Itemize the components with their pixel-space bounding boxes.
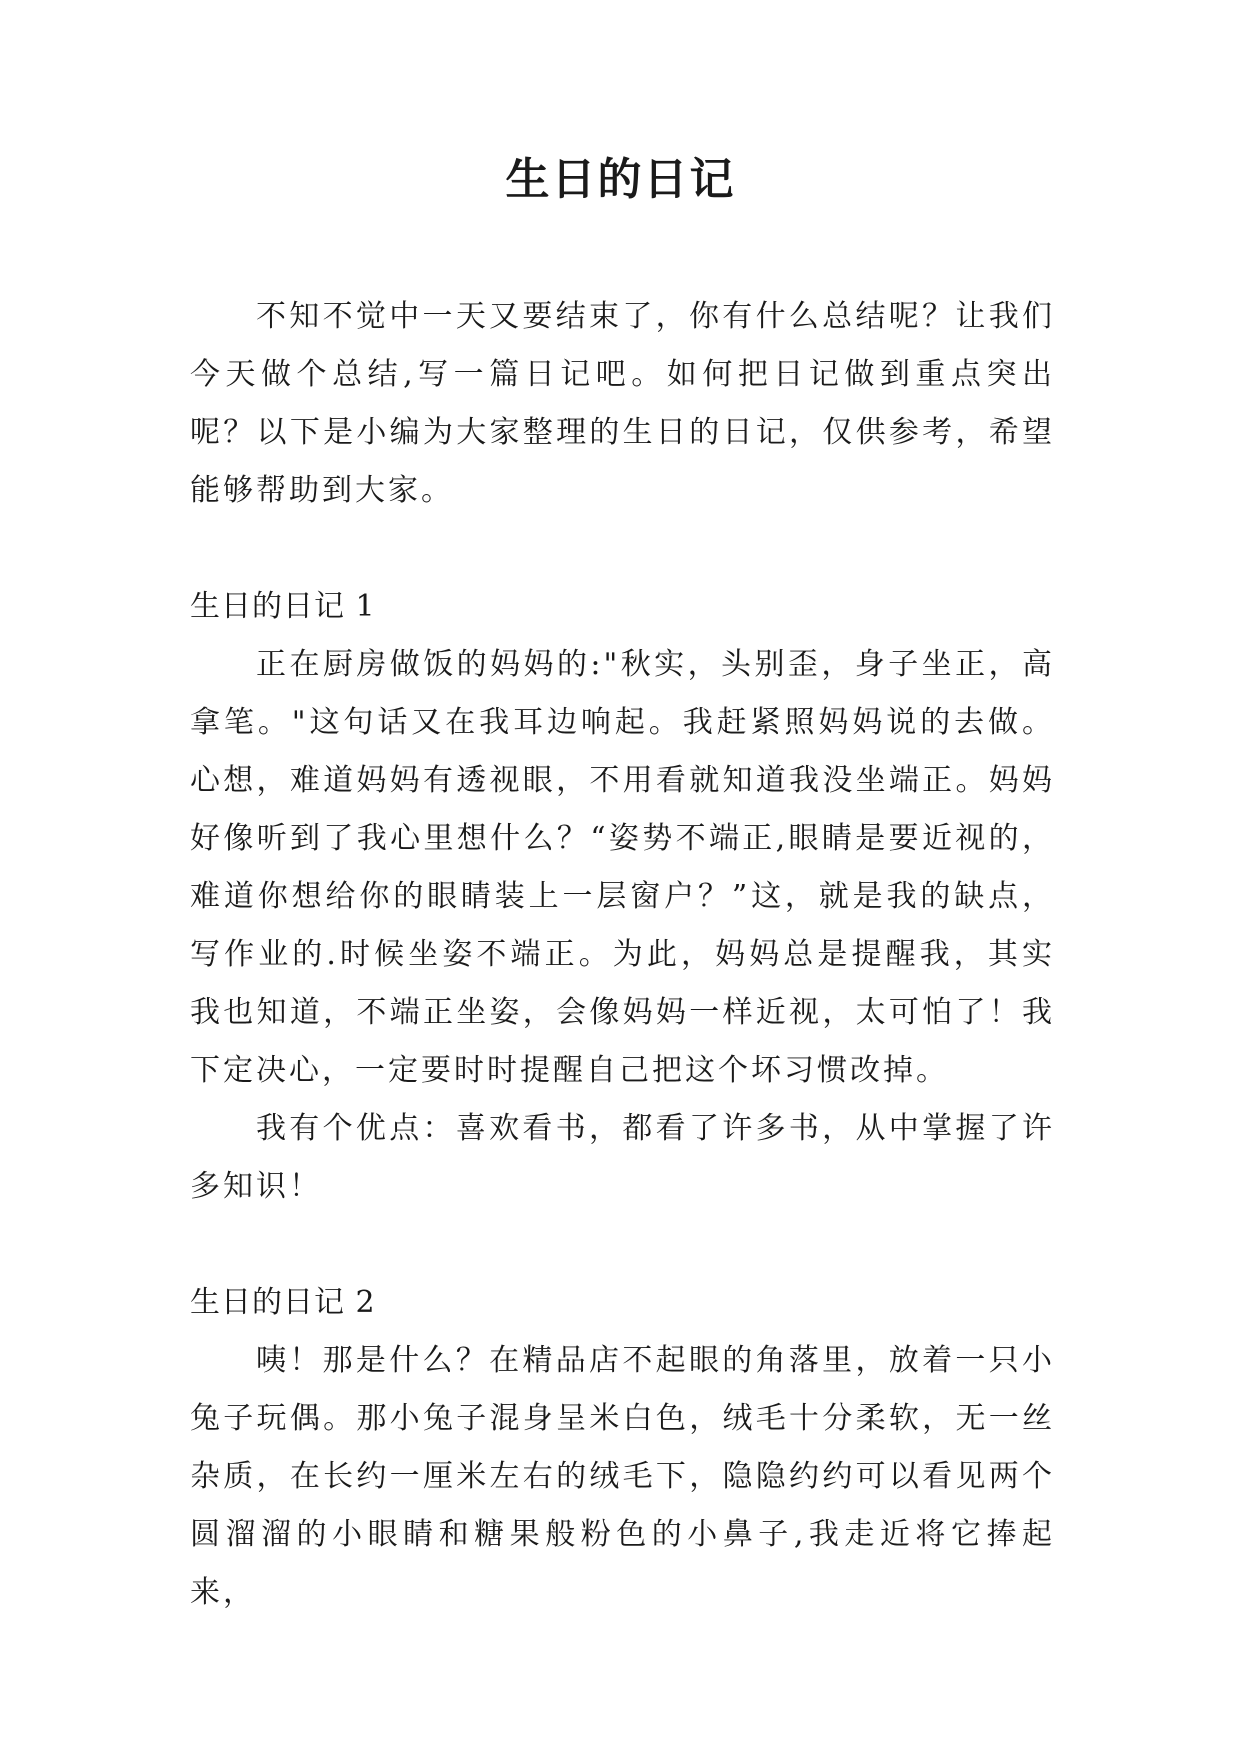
diary-section-1 bbox=[190, 578, 1055, 1216]
document-title: 生日的日记 bbox=[505, 154, 736, 205]
section-spacer bbox=[190, 1216, 1055, 1274]
section-spacer bbox=[190, 520, 1055, 578]
section-paragraph: 我有个优点：喜欢看书，都看了许多书，从中掌握了许多知识！ bbox=[190, 1111, 1055, 1204]
intro-paragraph: 不知不觉中一天又要结束了，你有什么总结呢？让我们今天做个总结,写一篇日记吧。如何把日记做到重点突出呢？以下是小编为大家整理的生日的日记，仅供参考，希望能够帮助到大家。 bbox=[190, 299, 1055, 508]
section-heading: 生日的日记 2 bbox=[190, 1285, 376, 1320]
section-paragraph: 咦！那是什么？在精品店不起眼的角落里，放着一只小兔子玩偶。那小兔子混身呈米白色，绒毛十分柔软，无一丝杂质，在长约一厘米左右的绒毛下，隐隐约约可以看见两个圆溜溜的小眼睛和糖果般粉色的小鼻子,我走近将它捧起来， bbox=[190, 1343, 1055, 1610]
diary-section-2 bbox=[190, 1274, 1055, 1622]
section-heading: 生日的日记 1 bbox=[190, 589, 376, 624]
section-paragraph: 正在厨房做饭的妈妈的:"秋实，头别歪，身子坐正，高拿笔。"这句话又在我耳边响起。我赶紧照妈妈说的去做。心想，难道妈妈有透视眼，不用看就知道我没坐端正。妈妈好像听到了我心里想什么？“姿势不端正,眼睛是要近视的，难道你想给你的眼睛装上一层窗户？”这，就是我的缺点，写作业的.时候坐姿不端正。为此，妈妈总是提醒我，其实我也知道，不端正坐姿，会像妈妈一样近视，太可怕了！我下定决心，一定要时时提醒自己把这个坏习惯改掉。 bbox=[190, 647, 1055, 1088]
document-body bbox=[190, 288, 1055, 1622]
